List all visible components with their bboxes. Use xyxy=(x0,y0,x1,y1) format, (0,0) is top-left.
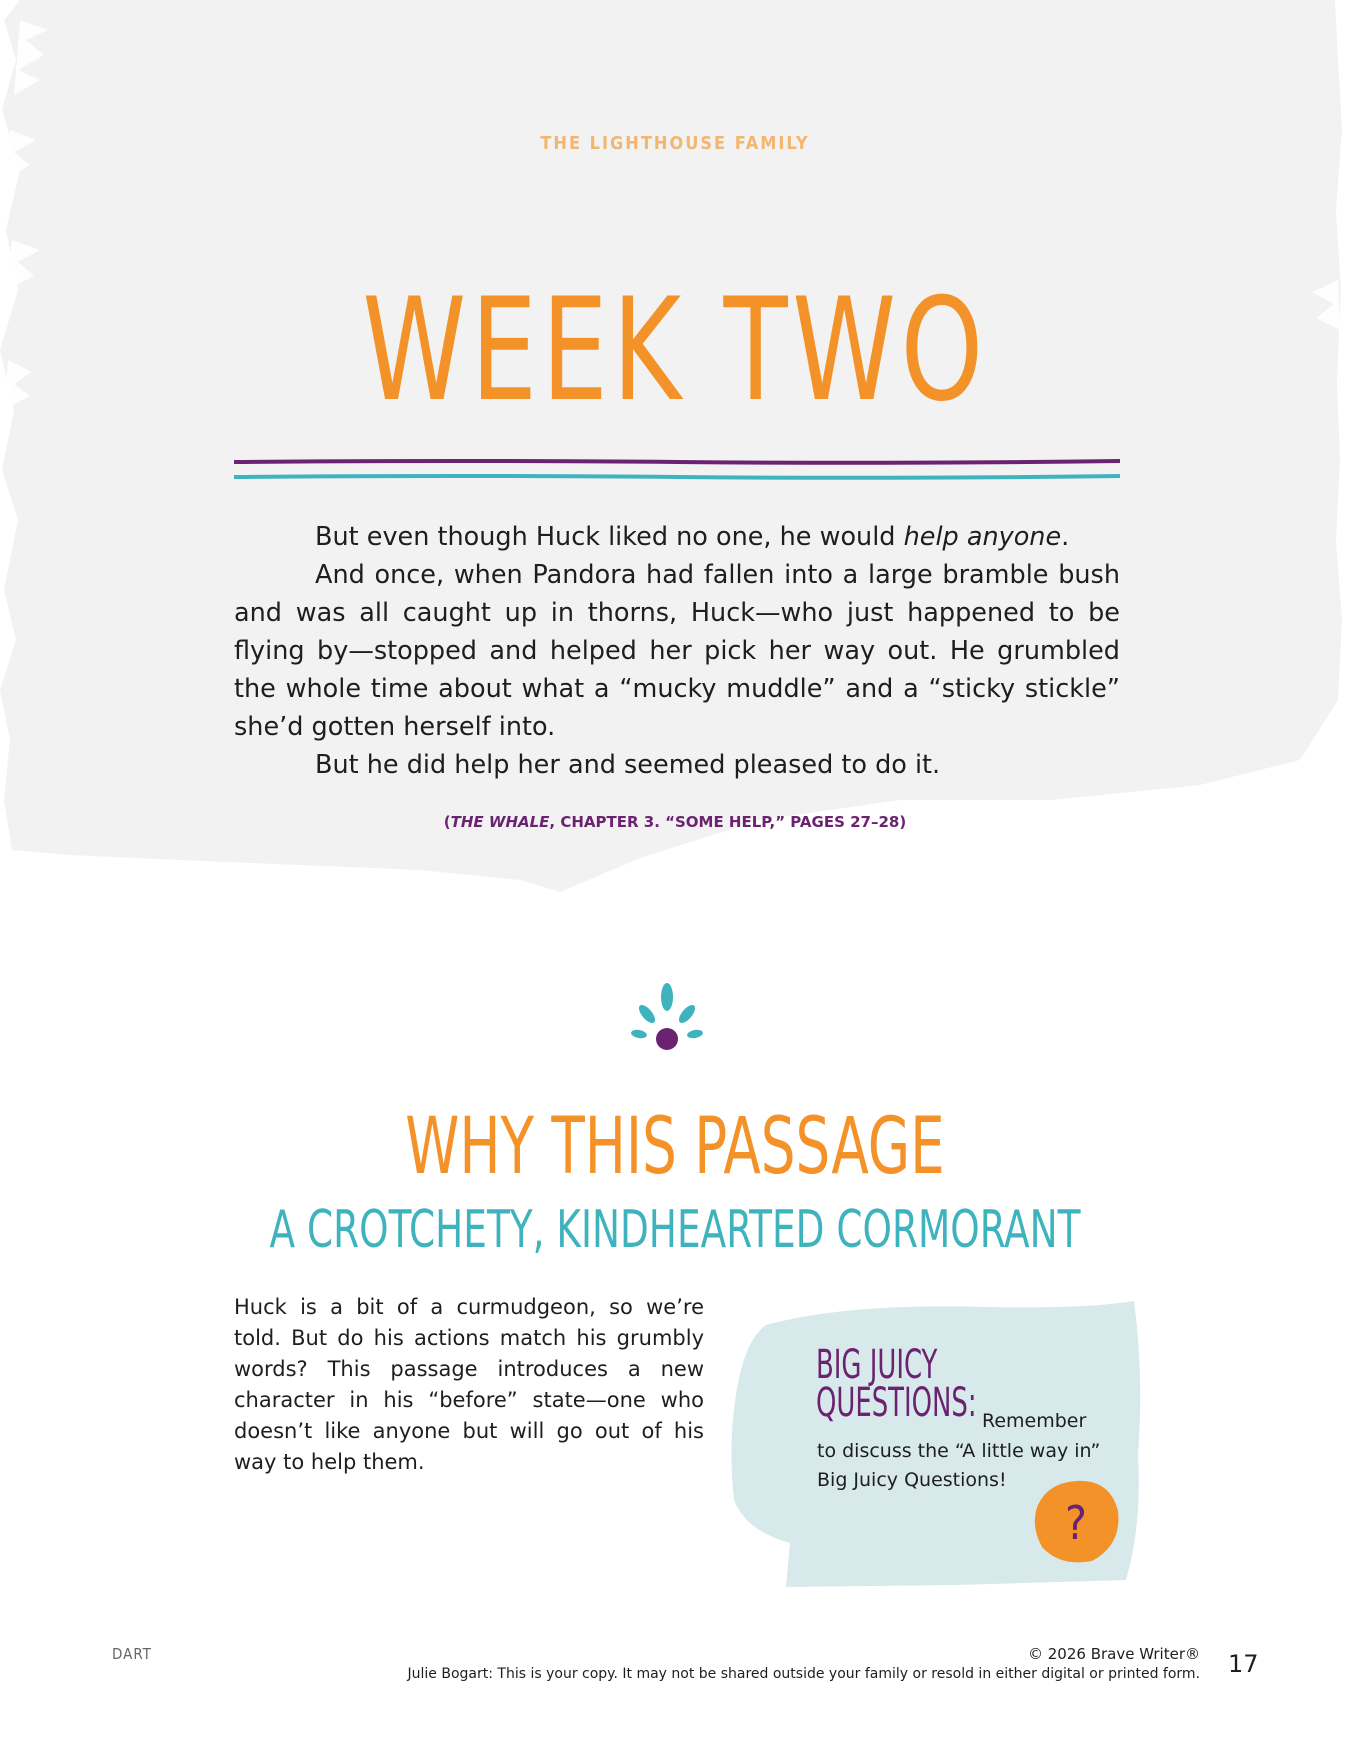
passage-paragraph-1: But even though Huck liked no one, he would help anyone. xyxy=(315,522,1070,552)
book-passage xyxy=(234,518,1120,784)
footer-logo: DART xyxy=(112,1645,152,1663)
page-number: 17 xyxy=(1228,1650,1259,1678)
why-this-passage-heading: WHY THIS PASSAGE xyxy=(405,1102,945,1192)
splash-ornament-icon xyxy=(627,982,707,1052)
callout-remember-text: Remember xyxy=(982,1410,1087,1432)
why-this-passage-body: Huck is a bit of a curmudgeon, so we’re told. But do his actions match his grumbly words? This passage introduces a new character in his “before” state—one who doesn’t like anyone but will go out of his way to help them. xyxy=(234,1295,704,1474)
passage-emphasis: help anyone xyxy=(903,522,1062,552)
question-mark-icon xyxy=(1030,1477,1122,1565)
callout-body: to discuss the “A little way in” Big Juicy Questions! xyxy=(817,1440,1101,1491)
citation-book-title: THE WHALE xyxy=(450,813,550,831)
why-this-passage-subheading: A CROTCHETY, KINDHEARTED CORMORANT xyxy=(269,1200,1081,1260)
svg-text:?: ? xyxy=(1065,1496,1087,1550)
big-juicy-questions-heading: BIG JUICY QUESTIONS: xyxy=(816,1342,977,1426)
passage-paragraph-3: But he did help her and seemed pleased to do it. xyxy=(315,750,941,780)
passage-citation: (THE WHALE, CHAPTER 3. “SOME HELP,” PAGES 27–28) xyxy=(443,813,907,831)
license-notice: Julie Bogart: This is your copy. It may not be shared outside your family or resold in either digital or printed form. xyxy=(407,1666,1200,1682)
week-title: WEEK TWO xyxy=(362,268,988,433)
passage-paragraph-2: And once, when Pandora had fallen into a large bramble bush and was all caught up in thorns, Huck—who just happened to be flying by—stopped and helped her pick her way out. He grumbled the whole time about what a “mucky muddle” and a “sticky stickle” she’d gotten herself into. xyxy=(234,560,1120,742)
copyright-notice: © 2026 Brave Writer® xyxy=(1027,1645,1200,1663)
double-rule-divider xyxy=(234,458,1120,482)
series-title: THE LIGHTHOUSE FAMILY xyxy=(540,133,810,154)
